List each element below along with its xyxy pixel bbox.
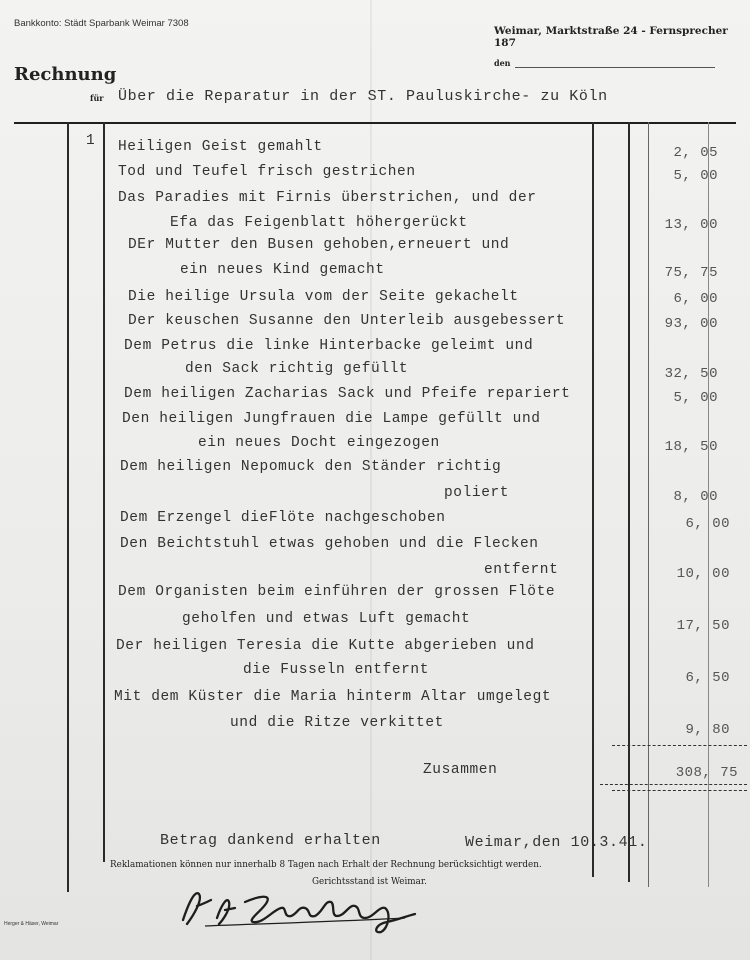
item-8-text: Dem heiligen Zacharias Sack und Pfeife repariert [124,386,571,402]
received-date: Weimar,den 10.3.41. [465,834,648,851]
item-5-text: Die heilige Ursula vom der Seite gekachelt [128,289,519,305]
text-column-rule [592,122,594,877]
total-rule-top [612,745,747,746]
left-column-rule [67,122,69,892]
position-column-rule [103,122,105,862]
footer-jurisdiction: Gerichtsstand ist Weimar. [312,877,427,887]
date-line [515,67,715,68]
footer-reclamation: Reklamationen können nur innerhalb 8 Tagen nach Erhalt der Rechnung berücksichtigt werden. [110,860,542,870]
invoice-subject: Über die Reparatur in der ST. Pauluskirche- zu Köln [118,88,608,105]
total-amount: 308, 75 [675,765,738,781]
total-rule-1 [600,784,747,785]
item-13-text-1: Dem Organisten beim einführen der grossen Flöte [118,584,556,600]
printer-imprint: Herger & Häser, Weimar [4,921,59,927]
item-12-text-2: entfernt [484,562,559,578]
item-3-amount: 13, 00 [664,217,718,233]
item-13-amount: 17, 50 [676,618,730,634]
item-15-text-1: Mit dem Küster die Maria hinterm Altar umgelegt [114,689,552,705]
den-label: den [494,58,511,68]
item-1-text: Heiligen Geist gemahlt [118,139,323,155]
address-line: Weimar, Marktstraße 24 - Fernsprecher 187 [494,25,728,49]
fuer-label: für [90,93,104,103]
item-4-amount: 75, 75 [664,265,718,281]
item-12-text-1: Den Beichtstuhl etwas gehoben und die Flecken [120,536,539,552]
item-9-amount: 18, 50 [664,439,718,455]
item-9-text-2: ein neues Docht eingezogen [198,435,440,451]
item-13-text-2: geholfen und etwas Luft gemacht [182,611,471,627]
item-4-text-1: DEr Mutter den Busen gehoben,erneuert und [128,237,510,253]
item-6-text: Der keuschen Susanne den Unterleib ausgebessert [128,313,566,329]
item-9-text-1: Den heiligen Jungfrauen die Lampe gefüllt und [122,411,541,427]
item-5-amount: 6, 00 [673,291,718,307]
item-7-amount: 32, 50 [664,366,718,382]
item-12-amount: 10, 00 [676,566,730,582]
item-2-text: Tod und Teufel frisch gestrichen [118,164,416,180]
item-14-text-1: Der heiligen Teresia die Kutte abgerieben und [116,638,535,654]
total-label: Zusammen [423,762,498,778]
item-15-text-2: und die Ritze verkittet [230,715,444,731]
item-2-amount: 5, 00 [673,168,718,184]
item-1-amount: 2, 05 [673,145,718,161]
item-7-text-1: Dem Petrus die linke Hinterbacke geleimt und [124,338,534,354]
item-3-text-1: Das Paradies mit Firnis überstrichen, und der [118,190,537,206]
item-4-text-2: ein neues Kind gemacht [180,262,385,278]
item-3-text-2: Efa das Feigenblatt höhergerückt [170,215,468,231]
total-rule-2 [612,790,747,791]
signature [175,880,445,935]
item-10-amount: 8, 00 [673,489,718,505]
item-7-text-2: den Sack richtig gefüllt [185,361,409,377]
item-11-amount: 6, 00 [685,516,730,532]
item-8-amount: 5, 00 [673,390,718,406]
received-text: Betrag dankend erhalten [160,832,381,849]
paper-fold [370,0,372,960]
position-number: 1 [86,133,96,149]
item-11-text: Dem Erzengel dieFlöte nachgeschoben [120,510,446,526]
bank-info: Bankkonto: Städt Sparbank Weimar 7308 [14,18,189,29]
item-10-text-2: poliert [444,485,510,501]
invoice-title: Rechnung [14,64,117,85]
item-15-amount: 9, 80 [685,722,730,738]
item-14-amount: 6, 50 [685,670,730,686]
item-6-amount: 93, 00 [664,316,718,332]
item-14-text-2: die Fusseln entfernt [243,662,430,678]
item-10-text-1: Dem heiligen Nepomuck den Ständer richtig [120,459,502,475]
